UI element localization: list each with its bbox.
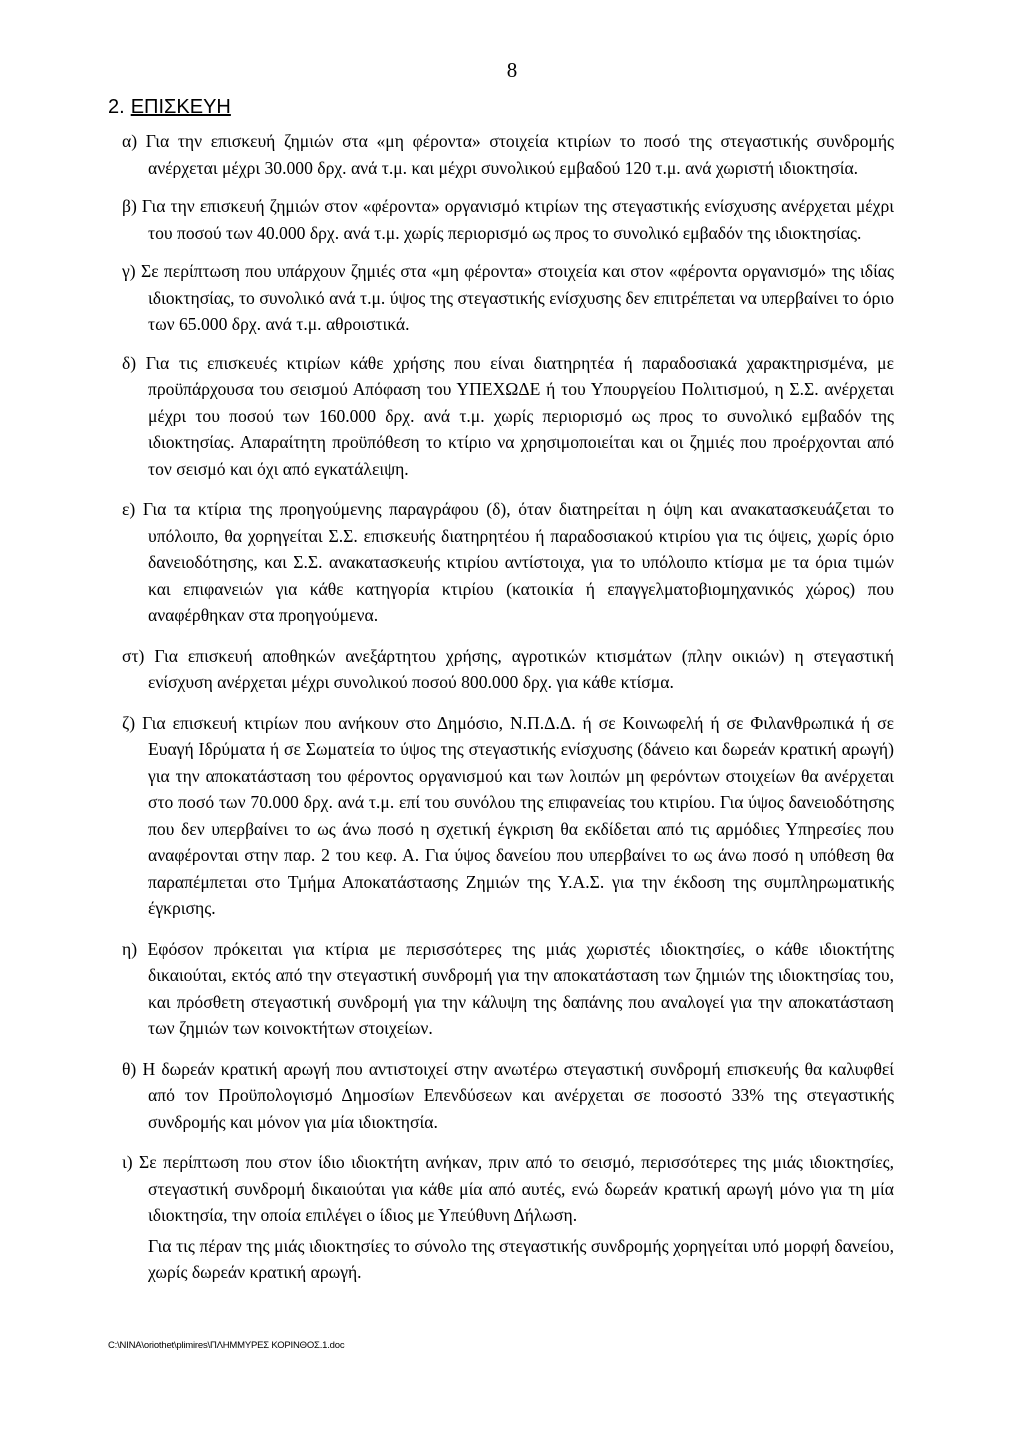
- paragraph-text: Για επισκευή κτιρίων που ανήκουν στο Δημόσιο, Ν.Π.Δ.Δ. ή σε Κοινωφελή ή σε Φιλανθρωπικά ή σε Ευαγή Ιδρύματα ή σε Σωματεία το ύψος της στεγαστικής ενίσχυσης (δάνειο και δωρεάν κρατική αρωγή) για την αποκατάσταση του φέροντος οργανισμού και των λοιπών μη φερόντων στοιχείων θα ανέρχεται στο ποσό των 70.000 δρχ. ανά τ.μ. επί του συνόλου της επιφανείας του κτιρίου. Για ύψος δανειοδότησης που δεν υπερβαίνει το ως άνω ποσό η σχετική έγκριση θα εκδίδεται από τις αρμόδιες Υπηρεσίες που αναφέρονται στην παρ. 2 του κεφ. Α. Για ύψος δανείου που υπερβαίνει το ως άνω ποσό η υπόθεση θα παραπέμπεται στο Τμήμα Αποκατάστασης Ζημιών της Υ.Α.Σ. για την έκδοση της συμπληρωματικής έγκρισης.: [142, 712, 894, 918]
- paragraph-label: ζ): [122, 712, 136, 733]
- paragraph-a: [122, 128, 894, 181]
- paragraph-label: β): [122, 196, 137, 216]
- paragraph-text: Εφόσον πρόκειται για κτίρια με περισσότερες της μιάς χωριστές ιδιοκτησίες, ο κάθε ιδιοκτήτης δικαιούται, εκτός από την στεγαστική συνδρομή για την αποκατάσταση των ζημιών της ιδιοκτησίας του, και πρόσθετη στεγαστική συνδρομή για την κάλυψη της δαπάνης που αναλογεί για την αποκατάσταση των ζημιών των κοινοκτήτων στοιχείων.: [147, 938, 894, 1038]
- paragraph-text: Για την επισκευή ζημιών στα «μη φέροντα» στοιχεία κτιρίων το ποσό της στεγαστικής συνδρομής ανέρχεται μέχρι 30.000 δρχ. ανά τ.μ. και μέχρι συνολικού εμβαδού 120 τ.μ. ανά χωριστή ιδιοκτησία.: [145, 131, 895, 178]
- section-number: 2.: [108, 96, 125, 118]
- paragraph-label: η): [122, 938, 138, 959]
- paragraph-label: ε): [122, 499, 136, 519]
- paragraph-st: [122, 643, 894, 696]
- document-body: [122, 128, 894, 1286]
- section-heading: [108, 96, 231, 119]
- paragraph-text: Σε περίπτωση που υπάρχουν ζημιές στα «μη φέροντα» στοιχεία και στον «φέροντα οργανισμό» της ιδίας ιδιοκτησίας, το συνολικό ανά τ.μ. ύψος της στεγαστικής ενίσχυσης δεν επιτρέπεται να υπερβαίνει το όριο των 65.000 δρχ. ανά τ.μ. αθροιστικά.: [140, 261, 894, 334]
- paragraph-h: [122, 936, 894, 1042]
- section-title: ΕΠΙΣΚΕΥΗ: [130, 96, 231, 118]
- paragraph-i-continuation: Για τις πέραν της μιάς ιδιοκτησίες το σύνολο της στεγαστικής συνδρομής χορηγείται υπό μορφή δανείου, χωρίς δωρεάν κρατική αρωγή.: [148, 1235, 894, 1282]
- paragraph-z: [122, 710, 894, 922]
- paragraph-label: στ): [122, 645, 145, 666]
- paragraph-e: [122, 496, 894, 629]
- page-number: 8: [506, 58, 518, 82]
- paragraph-text: Η δωρεάν κρατική αρωγή που αντιστοιχεί στην ανωτέρω στεγαστική συνδρομή επισκευής θα καλυφθεί από τον Προϋπολογισμό Δημοσίων Επενδύσεων και ανέρχεται σε ποσοστό 33% της στεγαστικής συνδρομής και μόνον για μία ιδιοκτησία.: [142, 1058, 894, 1132]
- paragraph-d: [122, 350, 894, 483]
- paragraph-text: Σε περίπτωση που στον ίδιο ιδιοκτήτη ανήκαν, πριν από το σεισμό, περισσότερες της μιάς ιδιοκτησίες, στεγαστική συνδρομή δικαιούται για κάθε μία από αυτές, ενώ δωρεάν κρατική αρωγή μόνο για τη μία ιδιοκτησία, την οποία επιλέγει ο ίδιος με Υπεύθυνη Δήλωση.: [139, 1152, 894, 1225]
- paragraph-label: γ): [122, 261, 136, 281]
- paragraph-label: α): [122, 131, 138, 151]
- paragraph-label: θ): [122, 1058, 137, 1079]
- paragraph-b: [122, 193, 894, 246]
- paragraph-text: Για τις επισκευές κτιρίων κάθε χρήσης που είναι διατηρητέα ή παραδοσιακά χαρακτηρισμένα, με προϋπάρχουσα του σεισμού Απόφαση του ΥΠΕΧΩΔΕ ή του Υπουργείου Πολιτισμού, η Σ.Σ. ανέρχεται μέχρι του ποσού των 160.000 δρχ. ανά τ.μ. χωρίς περιορισμό ως προς το συνολικό εμβαδόν της ιδιοκτησίας. Απαραίτητη προϋπόθεση το κτίριο να χρησιμοποιείται και οι ζημιές που προέρχονται από τον σεισμό και όχι από εγκατάλειψη.: [145, 352, 895, 479]
- paragraph-label: δ): [122, 352, 137, 373]
- paragraph-text: Για τα κτίρια της προηγούμενης παραγράφου (δ), όταν διατηρείται η όψη και ανακατασκευάζεται το υπόλοιπο, θα χορηγείται Σ.Σ. επισκευής διατηρητέου ή παραδοσιακού κτιρίου για τις όψεις, χωρίς όριο δανειοδότησης, και Σ.Σ. ανακατασκευής κτιρίου αντίστοιχα, για το υπόλοιπο κτίσμα με τα όρια τιμών και επιφανειών για κάθε κατηγορία κτιρίου (κατοικία ή επαγγελματοβιομηχανικός χώρος) που αναφέρθηκαν στα προηγούμενα.: [142, 499, 894, 625]
- paragraph-text: Για την επισκευή ζημιών στον «φέροντα» οργανισμό κτιρίων της στεγαστικής ενίσχυσης ανέρχεται μέχρι του ποσού των 40.000 δρχ. ανά τ.μ. χωρίς περιορισμό ως προς το συνολικό εμβαδόν της ιδιοκτησίας.: [141, 196, 894, 243]
- paragraph-text: Για επισκευή αποθηκών ανεξάρτητου χρήσης, αγροτικών κτισμάτων (πλην οικιών) η στεγαστική ενίσχυση ανέρχεται μέχρι συνολικού ποσού 800.000 δρχ. για κάθε κτίσμα.: [148, 645, 894, 692]
- paragraph-i: [122, 1149, 894, 1229]
- paragraph-label: ι): [122, 1152, 133, 1172]
- paragraph-c: [122, 258, 894, 338]
- footer-file-path: C:\NINA\oriothet\plimires\ΠΛΗΜΜΥΡΕΣ ΚΟΡΙΝΘΟΣ.1.doc: [108, 1340, 345, 1351]
- paragraph-th: [122, 1056, 894, 1136]
